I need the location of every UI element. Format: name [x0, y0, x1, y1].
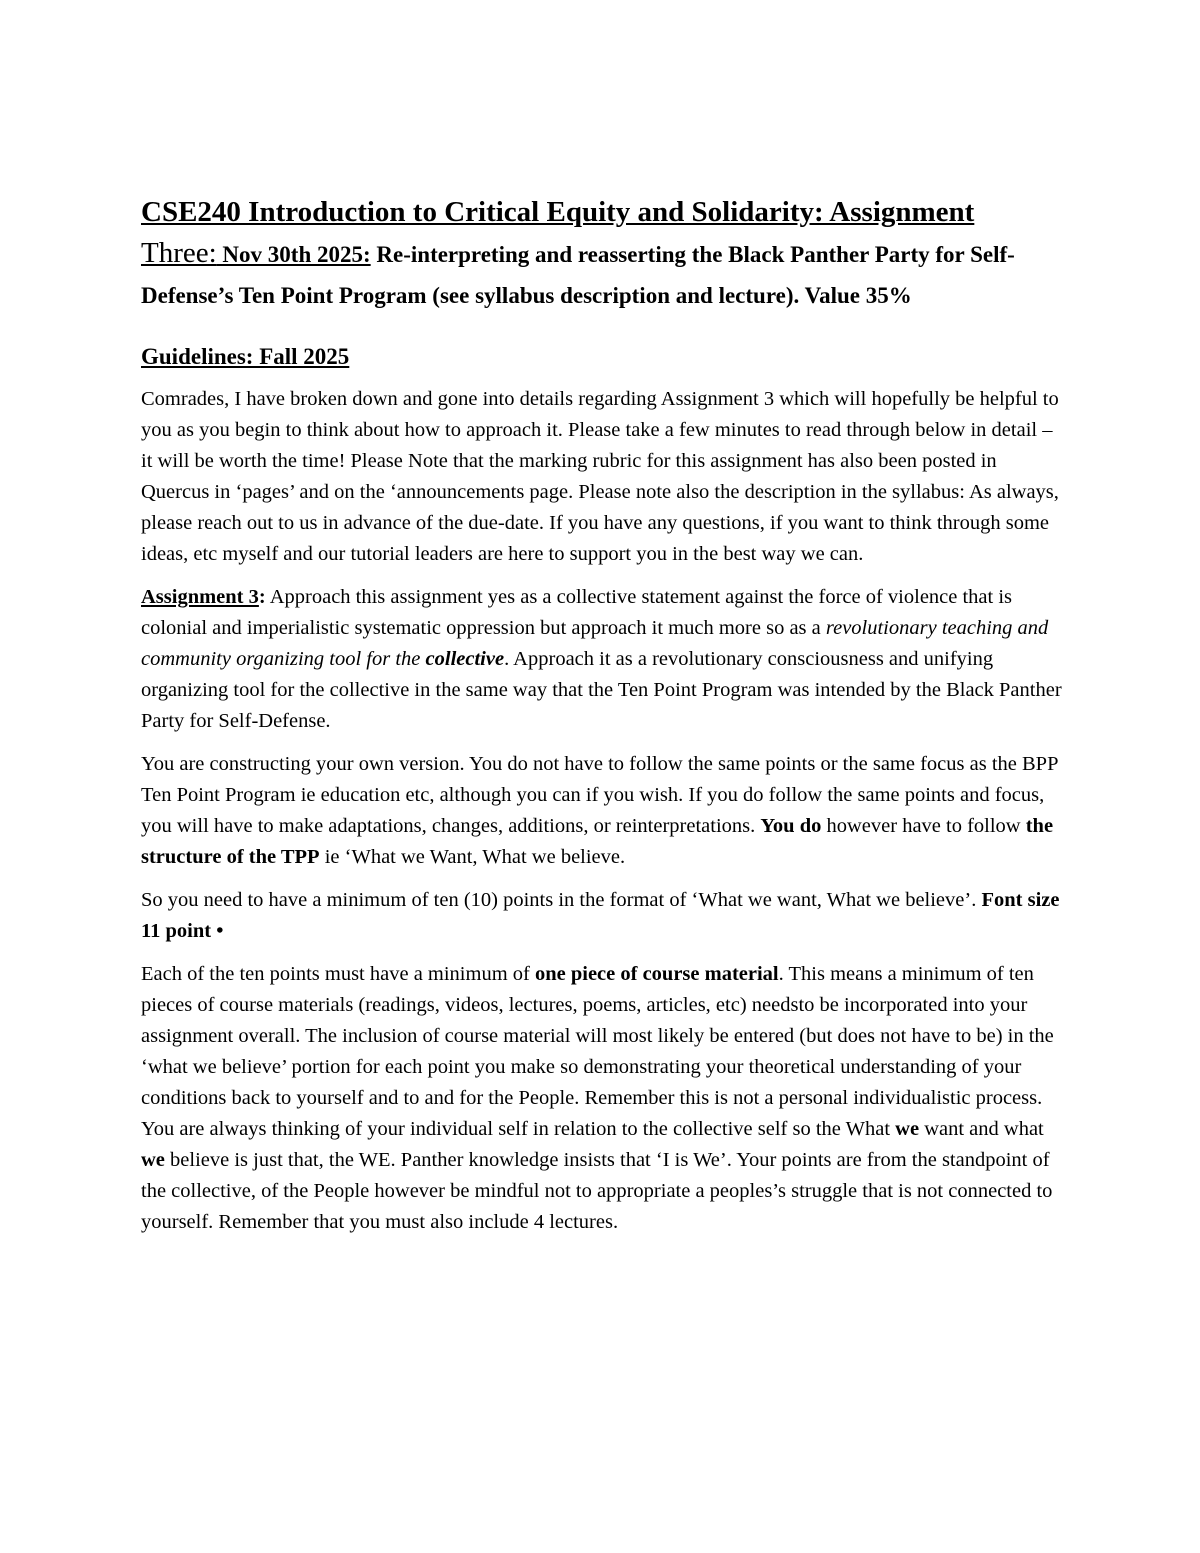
assignment-3-text-b: . Approach it as a revolutionary consciousness and unifying organizing tool for the collective in the same way that the Ten Point Program was intended by the Black Panther Party for Self-Defense. — [141, 648, 1062, 732]
points-text-a: Each of the ten points must have a minimum of — [141, 963, 535, 985]
points-text-b: . This means a minimum of ten pieces of course materials (readings, videos, lectures, poems, articles, etc) needsto be incorporated into your assignment overall. The inclusion of course material will most likely be entered (but does not have to be) in the ‘what we believe’ portion for each point you make so demonstrating your theoretical understanding of your conditions back to yourself and to and for the People. Remember this is not a personal individualistic process. You are always thinking of your individual self in relation to the collective self so the What — [141, 963, 1054, 1140]
points-paragraph — [141, 959, 1066, 1238]
points-text-d: believe is just that, the WE. Panther knowledge insists that ‘I is We’. Your points are from the standpoint of the collective, of the People however be mindful not to appropriate a peoples’s struggle that is not connected to yourself. Remember that you must also include 4 lectures. — [141, 1149, 1053, 1233]
intro-paragraph: Comrades, I have broken down and gone into details regarding Assignment 3 which will hopefully be helpful to you as you begin to think about how to approach it. Please take a few minutes to read through below in detail – it will be worth the time! Please Note that the marking rubric for this assignment has also been posted in Quercus in ‘pages’ and on the ‘announcements page. Please note also the description in the syllabus: As always, please reach out to us in advance of the due-date. If you have any questions, if you want to think through some ideas, etc myself and our tutorial leaders are here to support you in the best way we can. — [141, 388, 1059, 565]
assignment-3-text-a: Approach this assignment yes as a collective statement against the force of violence that is colonial and imperialistic systematic oppression but approach it much more so as a — [141, 586, 1013, 639]
format-paragraph — [141, 885, 1066, 947]
assignment-3-label: Assignment 3 — [141, 586, 259, 608]
assignment-3-collective: collective — [425, 648, 505, 670]
title-rest: Re-interpreting and reasserting the Black Panther Party for Self-Defense’s Ten Point Program (see syllabus description and lecture). Value 35% — [141, 242, 1015, 308]
points-bold-we-1: we — [895, 1118, 920, 1140]
version-text-b: however have to follow — [821, 815, 1026, 837]
format-text: So you need to have a minimum of ten (10) points in the format of ‘What we want, What we believe’. — [141, 889, 982, 911]
points-text-c: want and what — [919, 1118, 1044, 1140]
version-paragraph — [141, 749, 1066, 873]
title-date: Nov 30th 2025: — [216, 242, 371, 267]
guidelines-heading: Guidelines: Fall 2025 — [141, 344, 350, 369]
title-three: Three: — [141, 237, 217, 269]
version-bold-a: You do — [760, 815, 822, 837]
version-bold-b: the structure of the TPP — [141, 815, 1054, 868]
version-text-c: ie ‘What we Want, What we believe. — [319, 846, 626, 868]
document-title — [141, 192, 1066, 315]
assignment-3-italic: revolutionary teaching and community organizing tool for the — [141, 617, 1049, 670]
version-text-a: You are constructing your own version. You do not have to follow the same points or the same focus as the BPP Ten Point Program ie education etc, although you can if you wish. If you do follow the same points and focus, you will have to make adaptations, changes, additions, or reinterpretations. — [141, 753, 1058, 837]
assignment-3-colon: : — [258, 586, 266, 608]
points-bold-we-2: we — [141, 1149, 165, 1171]
font-size-requirement: Font size 11 point • — [141, 889, 1060, 942]
points-bold-a: one piece of course material — [534, 963, 779, 985]
title-line-1: CSE240 Introduction to Critical Equity and Solidarity: Assignment — [141, 196, 975, 228]
assignment-3-paragraph — [141, 582, 1066, 737]
document-page — [141, 192, 1066, 1238]
